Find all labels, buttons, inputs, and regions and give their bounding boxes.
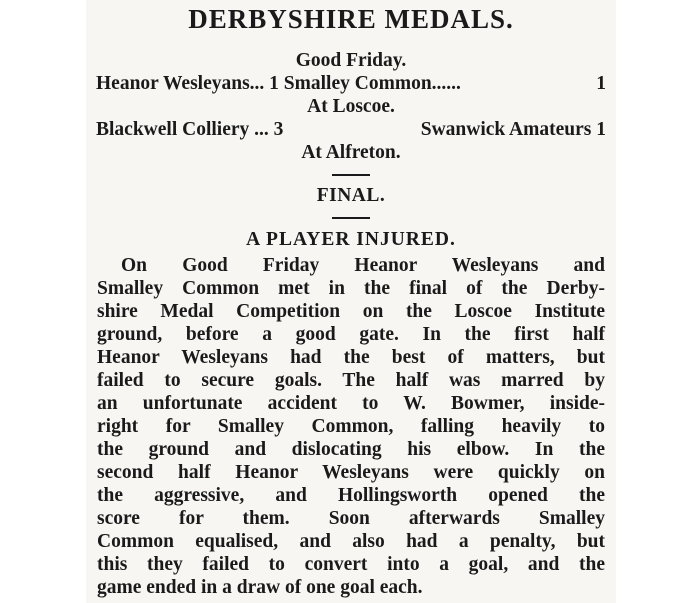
report-line: ground, before a good gate. In the first half <box>97 324 605 345</box>
report-line: an unfortunate accident to W. Bowmer, inside- <box>97 393 605 414</box>
report-line: score for them. Soon afterwards Smalley <box>97 508 605 529</box>
report-line: second half Heanor Wesleyans were quickly on <box>97 462 605 483</box>
results-day: Good Friday. <box>295 50 407 71</box>
report-line: the aggressive, and Hollingsworth opened the <box>97 485 605 506</box>
divider-rule-2 <box>332 217 370 219</box>
result-1-home <box>96 73 461 95</box>
result-2-home <box>96 119 283 141</box>
report-line: failed to secure goals. The half was marred by <box>97 370 605 391</box>
report-line: Heanor Wesleyans had the best of matters, but <box>97 347 605 368</box>
venue-2: At Alfreton. <box>301 142 401 163</box>
report-line: this they failed to convert into a goal, and the <box>97 554 605 575</box>
subheading: A PLAYER INJURED. <box>246 229 456 250</box>
report-line: Common equalised, and also had a penalty, but <box>97 531 605 552</box>
result-1-away-team: Smalley Common...... <box>283 73 461 94</box>
result-2-home-score: 3 <box>273 119 284 140</box>
report-line: right for Smalley Common, falling heavily to <box>97 416 605 437</box>
report-line: the ground and dislocating his elbow. In the <box>97 439 605 460</box>
result-1-home-team: Heanor Wesleyans... <box>96 73 265 94</box>
result-2-away <box>421 119 606 141</box>
report-body <box>97 254 605 599</box>
newspaper-clipping <box>86 0 616 603</box>
venue-1: At Loscoe. <box>307 96 395 117</box>
report-line: shire Medal Competition on the Loscoe Institute <box>97 301 605 322</box>
result-2-home-team: Blackwell Colliery ... <box>96 119 269 140</box>
headline: DERBYSHIRE MEDALS. <box>188 4 514 34</box>
result-2-away-team: Swanwick Amateurs <box>420 119 592 140</box>
divider-rule-1 <box>332 174 370 176</box>
result-1-home-score: 1 <box>269 73 279 94</box>
section-heading: FINAL. <box>316 185 386 206</box>
report-line: game ended in a draw of one goal each. <box>97 577 423 598</box>
result-2-away-score: 1 <box>596 119 606 140</box>
report-line: On Good Friday Heanor Wesleyans and <box>121 255 605 276</box>
result-row-1 <box>96 73 606 95</box>
result-1-away-score: 1 <box>596 73 606 94</box>
report-line: Smalley Common met in the final of the Derby- <box>97 278 605 299</box>
result-row-2 <box>96 119 606 141</box>
